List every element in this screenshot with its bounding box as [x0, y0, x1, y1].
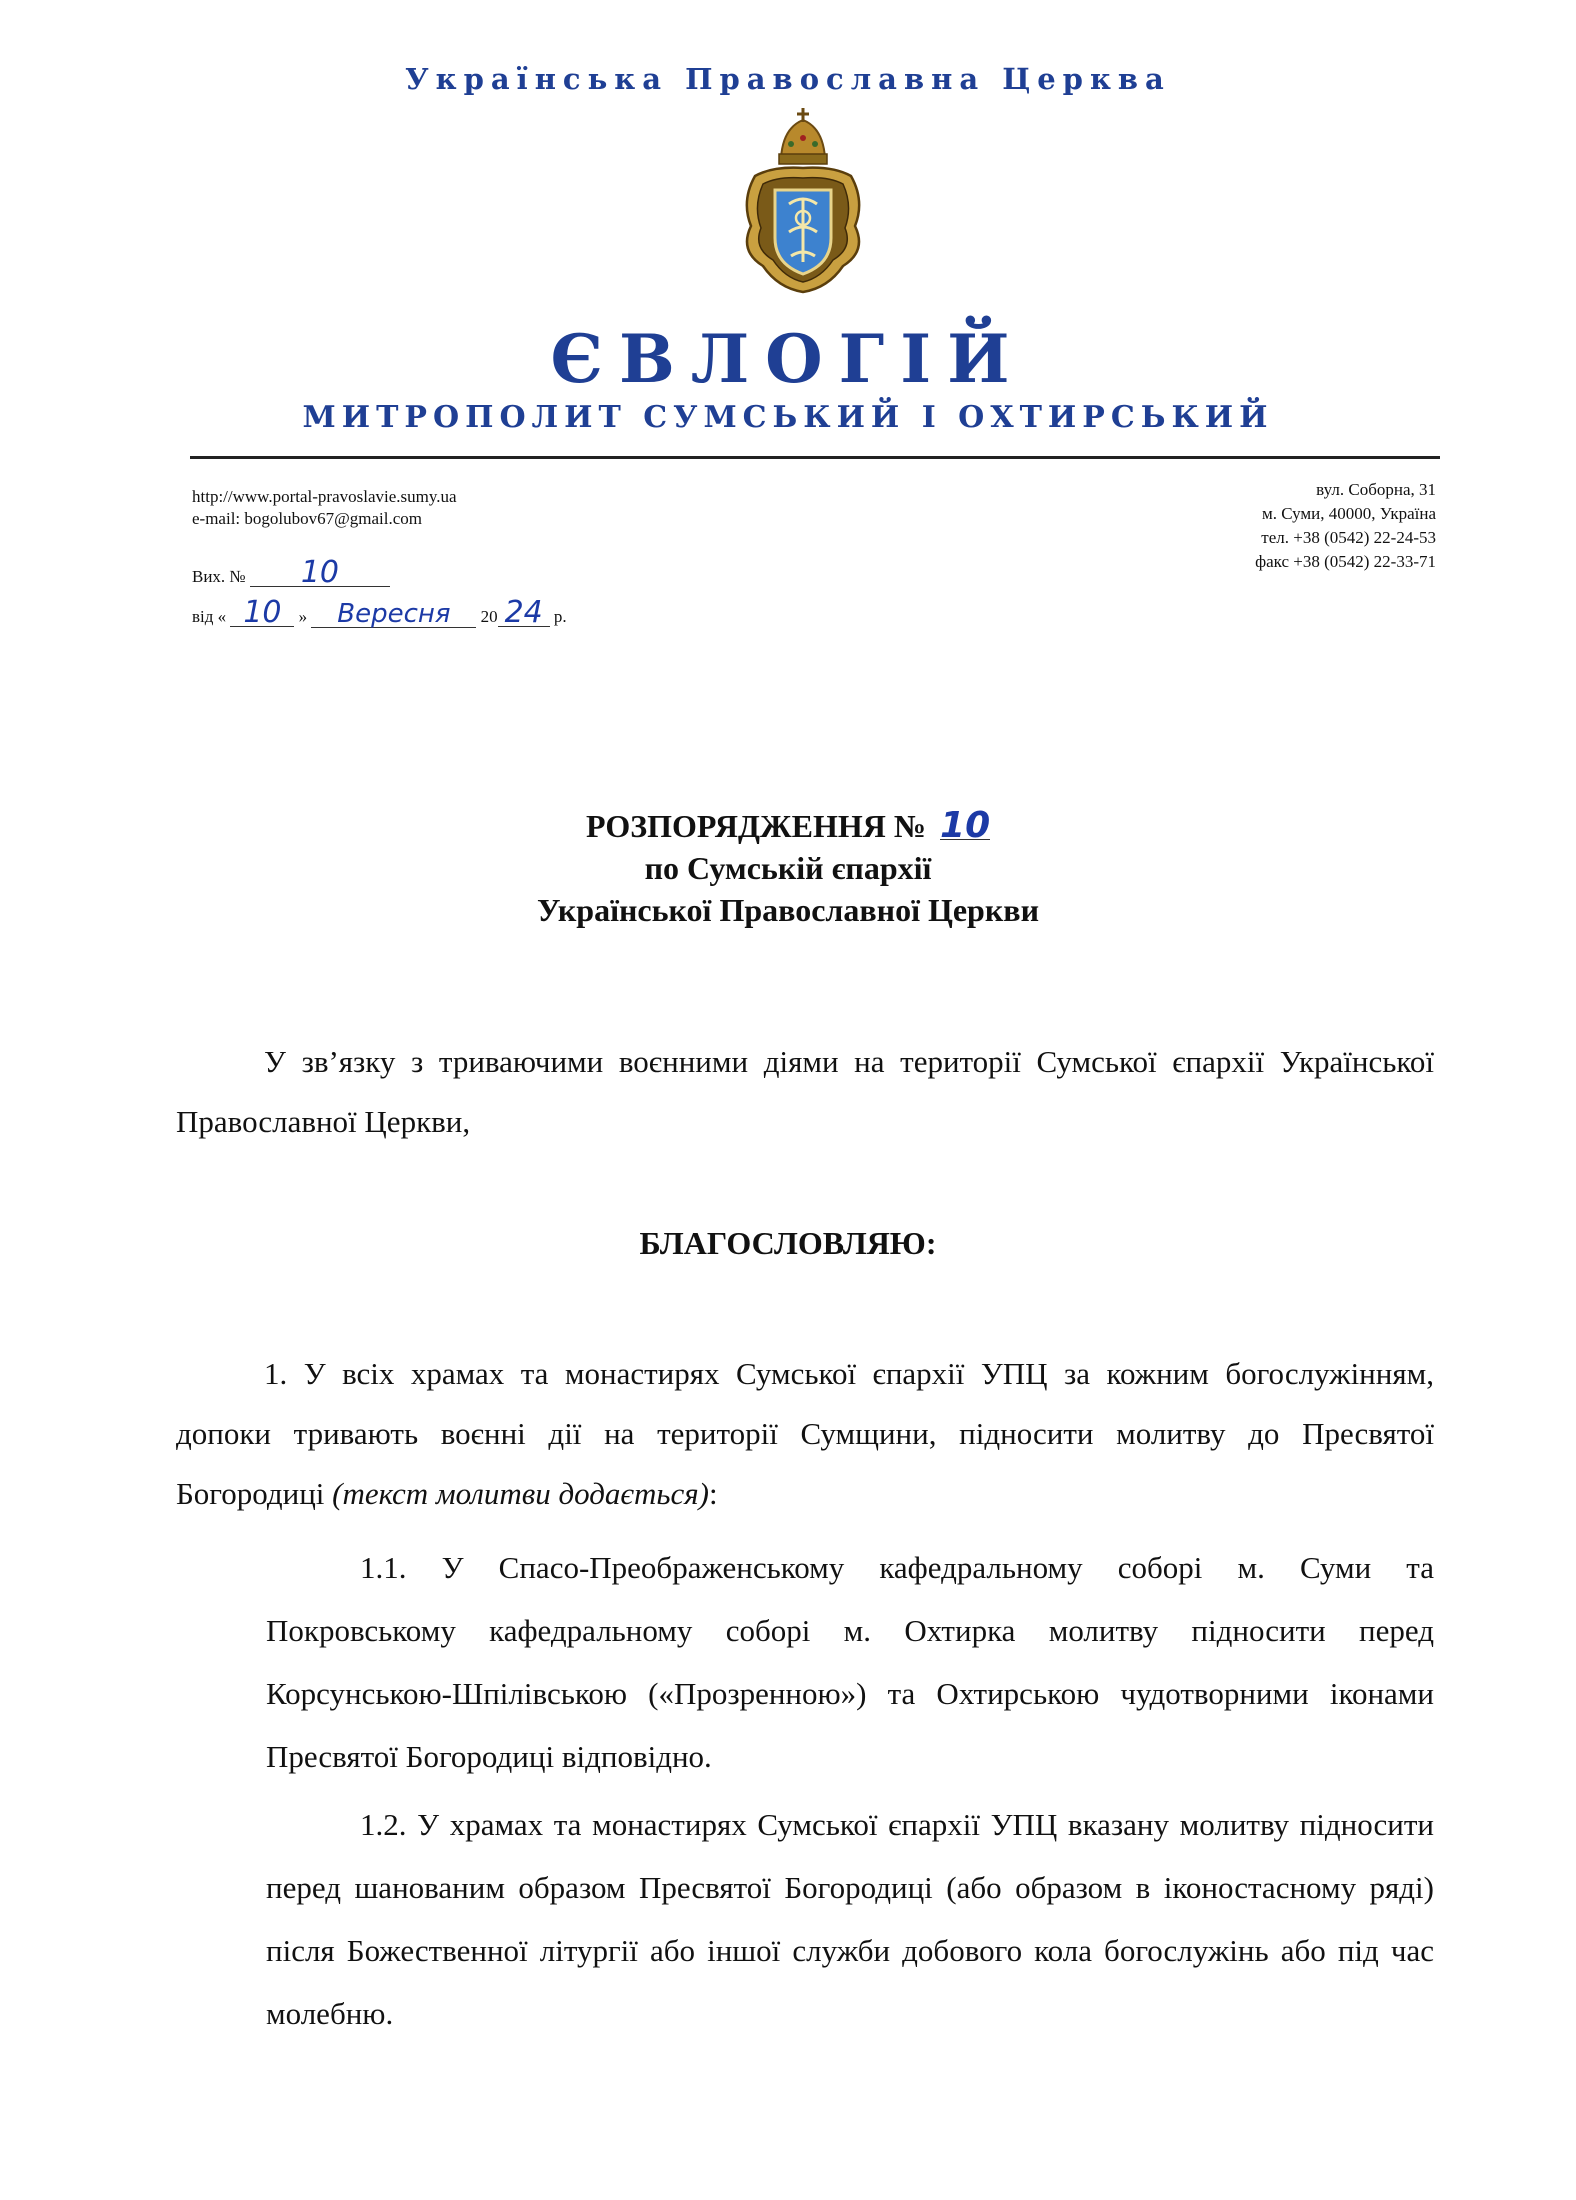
item-1-2-paragraph: 1.2. У храмах та монастирях Сумської єпархії УПЦ вказану молитву підносити перед шанованим образом Пресвятої Богородиці (або образом в іконостасному ряді) після Божественної літургії або іншої служби добового кола богослужінь або під час молебню. — [266, 1807, 1434, 2031]
order-number: 10 — [940, 805, 991, 846]
letterhead-divider — [190, 456, 1440, 459]
diocese-coat-of-arms-icon — [733, 106, 873, 296]
order-subtitle-diocese: по Сумській єпархії — [644, 850, 932, 886]
phone-number: тел. +38 (0542) 22-24-53 — [1261, 528, 1436, 547]
bishop-name: ЄВЛОГІЙ — [550, 320, 1026, 398]
from-label: від « — [192, 607, 227, 626]
website-link[interactable]: http://www.portal-pravoslavie.sumy.ua — [192, 487, 457, 506]
contacts-left — [192, 486, 457, 530]
closing-quote: » — [298, 607, 308, 626]
email-address: e-mail: bogolubov67@gmail.com — [192, 509, 423, 528]
date-day: 10 — [230, 600, 294, 627]
year-suffix: 24 — [498, 600, 550, 627]
intro-paragraph: У зв’язку з триваючими воєнними діями на території Сумської єпархії Української Православної Церкви, — [176, 1044, 1434, 1139]
order-title-text: РОЗПОРЯДЖЕННЯ № — [585, 808, 927, 844]
street-address: вул. Соборна, 31 — [1316, 480, 1436, 499]
item-1-note: (текст молитви додається) — [332, 1476, 709, 1511]
year-unit: р. — [553, 607, 567, 626]
outgoing-label: Вих. № — [192, 567, 246, 586]
item-1-text: 1. У всіх храмах та монастирях Сумської єпархії УПЦ за кожним богослужінням, допоки тривають воєнні дії на території Сумщини, підносити молитву до Пресвятої Богородиці — [176, 1356, 1434, 1511]
year-prefix: 20 — [480, 607, 498, 626]
date-month: Вересня — [311, 601, 476, 628]
item-1-end: : — [708, 1476, 718, 1511]
outgoing-number: 10 — [250, 560, 390, 587]
item-1-paragraph — [176, 1344, 1434, 1524]
church-name: Українська Православна Церква — [405, 62, 1171, 96]
contacts-right — [1255, 478, 1436, 574]
order-title — [0, 805, 1576, 846]
outgoing-number-line — [192, 555, 390, 590]
bishop-title: МИТРОПОЛИТ СУМСЬКИЙ І ОХТИРСЬКИЙ — [302, 400, 1274, 435]
issue-date-line — [192, 595, 567, 630]
fax-number: факс +38 (0542) 22-33-71 — [1255, 552, 1436, 571]
item-1-1-paragraph: 1.1. У Спасо-Преображенському кафедральному соборі м. Суми та Покровському кафедральному соборі м. Охтирка молитву підносити перед Корсунською-Шпілівською («Прозренною») та Охтирською чудотворними іконами Пресвятої Богородиці відповідно. — [266, 1550, 1434, 1774]
city-address: м. Суми, 40000, Україна — [1261, 504, 1436, 523]
blessing-heading: БЛАГОСЛОВЛЯЮ: — [639, 1225, 937, 1261]
order-subtitle-church: Української Православної Церкви — [536, 892, 1039, 928]
